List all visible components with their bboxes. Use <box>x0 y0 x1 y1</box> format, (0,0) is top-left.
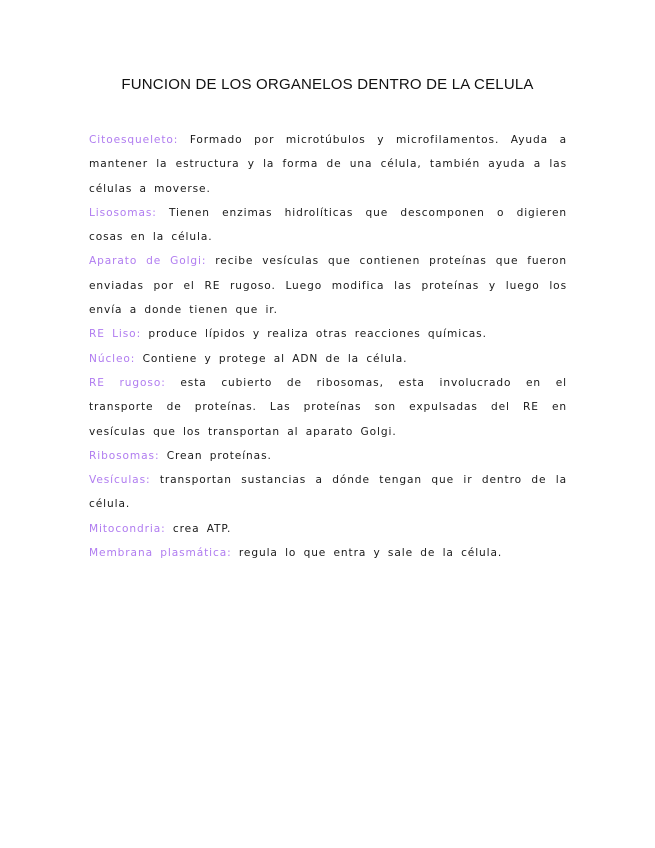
entry-membrana-plasmatica <box>89 541 567 565</box>
entry-term: Vesículas: <box>89 474 151 487</box>
entry-ribosomas <box>89 444 567 468</box>
entry-term: Lisosomas: <box>89 206 157 219</box>
entry-term: Núcleo: <box>89 352 136 365</box>
entry-term: RE Liso: <box>89 328 142 341</box>
entry-definition: crea ATP. <box>172 522 232 535</box>
entry-definition: produce lípidos y realiza otras reacciones químicas. <box>148 328 487 341</box>
entry-definition: transportan sustancias a dónde tengan que ir dentro de la célula. <box>89 474 567 511</box>
entry-vesiculas <box>89 468 567 517</box>
entry-aparato-de-golgi <box>89 249 567 322</box>
entry-term: Membrana plasmática: <box>89 547 232 560</box>
entry-re-rugoso <box>89 371 567 444</box>
entry-definition: Crean proteínas. <box>166 449 272 462</box>
entry-term: Citoesqueleto: <box>89 134 179 146</box>
entry-mitocondria <box>89 517 567 541</box>
entry-definition: Contiene y protege al ADN de la célula. <box>142 352 408 365</box>
organelle-list <box>89 128 567 565</box>
entry-lisosomas <box>89 201 567 250</box>
entry-citoesqueleto <box>89 128 567 201</box>
entry-definition: Formado por microtúbulos y microfilamentos. Ayuda a mantener la estructura y la forma de una célula, también ayuda a las células a moverse. <box>89 134 567 195</box>
entry-term: Aparato de Golgi: <box>89 255 207 268</box>
entry-definition: esta cubierto de ribosomas, esta involucrado en el transporte de proteínas. Las proteínas son expulsadas del RE en vesículas que los transportan al aparato Golgi. <box>89 376 567 438</box>
entry-term: Mitocondria: <box>89 522 166 535</box>
entry-re-liso <box>89 322 567 346</box>
entry-definition: regula lo que entra y sale de la célula. <box>238 547 503 560</box>
entry-term: RE rugoso: <box>89 376 166 389</box>
entry-term: Ribosomas: <box>89 449 160 462</box>
page-title: FUNCION DE LOS ORGANELOS DENTRO DE LA CELULA <box>121 76 534 93</box>
entry-nucleo <box>89 347 567 371</box>
entry-definition: Tienen enzimas hidrolíticas que descomponen o digieren cosas en la célula. <box>89 206 567 244</box>
entry-definition: recibe vesículas que contienen proteínas que fueron enviadas por el RE rugoso. Luego modifica las proteínas y luego los envía a donde tienen que ir. <box>89 255 567 317</box>
